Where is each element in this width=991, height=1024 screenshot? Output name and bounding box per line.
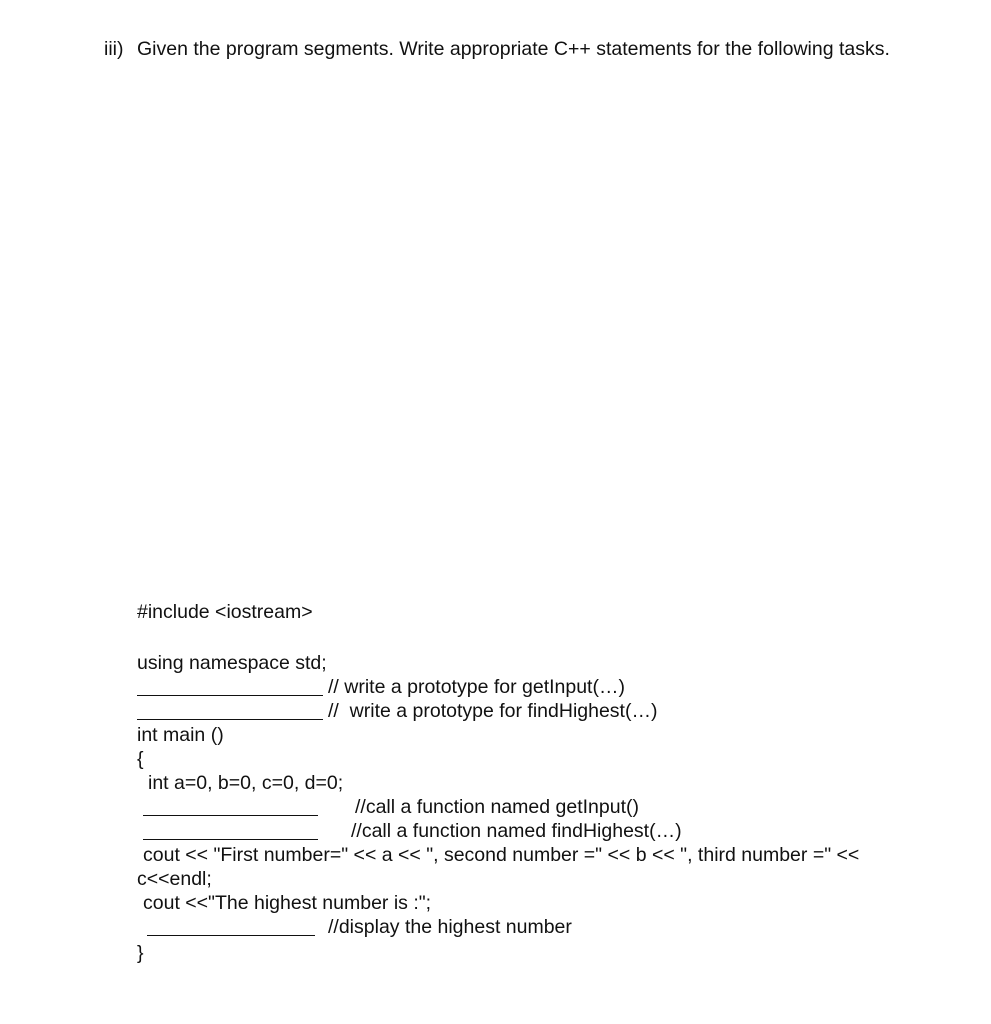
- code-cout-line-1: cout << "First number=" << a << ", second number =" << b << ", third number =" <<: [143, 844, 860, 866]
- comment-call-getinput: //call a function named getInput(): [355, 796, 639, 818]
- answer-blank-call-getinput[interactable]: [143, 815, 318, 816]
- comment-call-findhighest: //call a function named findHighest(…): [351, 820, 682, 842]
- comment-display-highest: //display the highest number: [328, 916, 572, 938]
- code-using-line: using namespace std;: [137, 652, 327, 674]
- question-label: iii): [104, 38, 124, 60]
- question-text: Given the program segments. Write appropriate C++ statements for the following tasks.: [137, 38, 890, 60]
- comment-prototype-findhighest: // write a prototype for findHighest(…): [328, 700, 658, 722]
- answer-blank-display-highest[interactable]: [147, 935, 315, 936]
- comment-prototype-getinput: // write a prototype for getInput(…): [328, 676, 625, 698]
- answer-blank-prototype-findhighest[interactable]: [137, 719, 323, 720]
- code-main-signature: int main (): [137, 724, 224, 746]
- code-cout-line-1-continuation: c<<endl;: [137, 868, 212, 890]
- code-close-brace: }: [137, 942, 144, 964]
- code-declaration-line: int a=0, b=0, c=0, d=0;: [148, 772, 344, 794]
- code-include-line: #include <iostream>: [137, 601, 313, 623]
- code-open-brace: {: [137, 748, 144, 770]
- answer-blank-prototype-getinput[interactable]: [137, 695, 323, 696]
- answer-blank-call-findhighest[interactable]: [143, 839, 318, 840]
- code-cout-line-2: cout <<"The highest number is :";: [143, 892, 432, 914]
